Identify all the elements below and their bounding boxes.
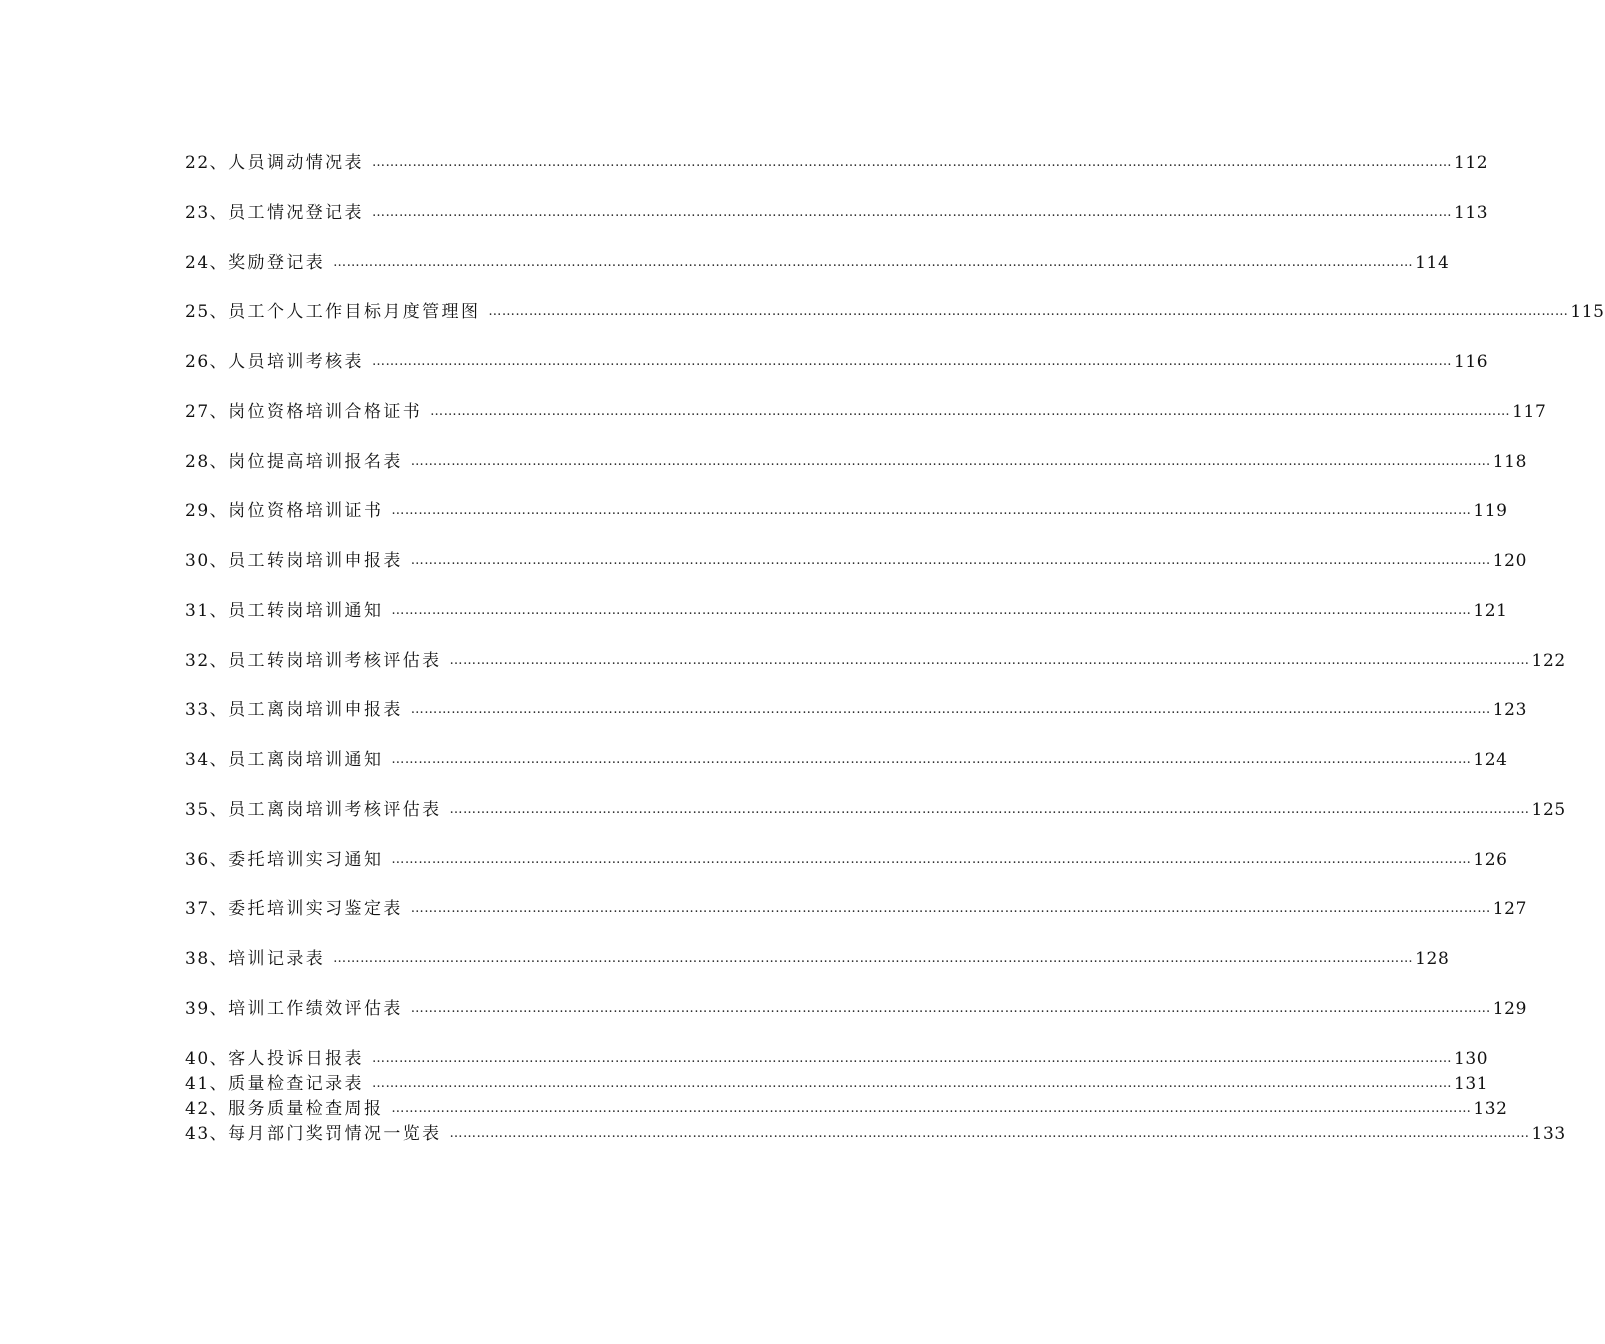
toc-entry[interactable]	[185, 449, 1527, 475]
toc-entry[interactable]	[185, 847, 1508, 873]
entry-page-number: 113	[1453, 203, 1489, 223]
dot-leader: ……………………………………………………………………………………………………………………………………………………………………………………………………………………	[449, 802, 1530, 817]
dot-leader: ……………………………………………………………………………………………………………………………………………………………………………………………………………………	[410, 553, 1491, 568]
entry-title: 委托培训实习通知	[228, 850, 384, 870]
entry-number: 24、	[185, 253, 229, 273]
entry-title: 员工离岗培训考核评估表	[228, 800, 442, 820]
entry-title: 服务质量检查周报	[228, 1099, 384, 1119]
entry-page-number: 122	[1531, 651, 1566, 671]
dot-leader: ……………………………………………………………………………………………………………………………………………………………………………………………………………………	[488, 304, 1569, 319]
entry-title: 岗位提高培训报名表	[228, 452, 403, 472]
toc-entry[interactable]	[185, 996, 1527, 1022]
dot-leader: ……………………………………………………………………………………………………………………………………………………………………………………………………………………	[371, 155, 1452, 170]
entry-number: 41、	[185, 1074, 229, 1094]
entry-page-number: 128	[1415, 949, 1450, 969]
entry-number: 25、	[185, 302, 229, 322]
toc-entry[interactable]	[185, 1121, 1566, 1147]
entry-number: 33、	[185, 700, 229, 720]
toc-entry[interactable]	[185, 896, 1527, 922]
entry-number: 30、	[185, 551, 229, 571]
entry-title: 质量检查记录表	[228, 1074, 364, 1094]
entry-page-number: 131	[1453, 1074, 1489, 1094]
entry-title: 员工转岗培训考核评估表	[228, 651, 442, 671]
toc-entry[interactable]	[185, 648, 1566, 674]
dot-leader: ……………………………………………………………………………………………………………………………………………………………………………………………………………………	[371, 1051, 1452, 1066]
entry-title: 人员调动情况表	[228, 153, 364, 173]
entry-page-number: 125	[1531, 800, 1566, 820]
toc-entry[interactable]	[185, 548, 1527, 574]
entry-page-number: 117	[1512, 402, 1547, 422]
entry-page-number: 114	[1415, 253, 1450, 273]
entry-title: 岗位资格培训证书	[228, 501, 384, 521]
entry-page-number: 118	[1492, 452, 1527, 472]
dot-leader: ……………………………………………………………………………………………………………………………………………………………………………………………………………………	[430, 404, 1511, 419]
toc-entry[interactable]	[185, 349, 1489, 375]
entry-number: 26、	[185, 352, 229, 372]
toc-entry[interactable]	[185, 747, 1508, 773]
toc-entry[interactable]	[185, 797, 1566, 823]
entry-title: 培训记录表	[228, 949, 326, 969]
entry-number: 27、	[185, 402, 229, 422]
entry-title: 人员培训考核表	[228, 352, 364, 372]
entry-page-number: 130	[1453, 1049, 1489, 1069]
toc-entry[interactable]	[185, 299, 1605, 325]
toc-entry[interactable]	[185, 498, 1508, 524]
dot-leader: ……………………………………………………………………………………………………………………………………………………………………………………………………………………	[391, 603, 1472, 618]
dot-leader: ……………………………………………………………………………………………………………………………………………………………………………………………………………………	[371, 1076, 1452, 1091]
entry-title: 员工情况登记表	[228, 203, 364, 223]
entry-page-number: 121	[1473, 601, 1508, 621]
entry-title: 客人投诉日报表	[228, 1049, 364, 1069]
entry-title: 员工离岗培训通知	[228, 750, 384, 770]
entry-page-number: 126	[1473, 850, 1508, 870]
entry-page-number: 124	[1473, 750, 1508, 770]
entry-page-number: 119	[1473, 501, 1508, 521]
dot-leader: ……………………………………………………………………………………………………………………………………………………………………………………………………………………	[333, 255, 1414, 270]
entry-number: 29、	[185, 501, 229, 521]
entry-page-number: 127	[1492, 899, 1527, 919]
entry-number: 38、	[185, 949, 229, 969]
toc-entry[interactable]	[185, 697, 1527, 723]
entry-number: 35、	[185, 800, 229, 820]
entry-number: 40、	[185, 1049, 229, 1069]
toc-entry[interactable]	[185, 598, 1508, 624]
entry-number: 37、	[185, 899, 229, 919]
dot-leader: ……………………………………………………………………………………………………………………………………………………………………………………………………………………	[449, 1126, 1530, 1141]
entry-number: 32、	[185, 651, 229, 671]
dot-leader: ……………………………………………………………………………………………………………………………………………………………………………………………………………………	[391, 503, 1472, 518]
dot-leader: ……………………………………………………………………………………………………………………………………………………………………………………………………………………	[410, 702, 1491, 717]
entry-page-number: 112	[1453, 153, 1489, 173]
entry-title: 委托培训实习鉴定表	[228, 899, 403, 919]
dot-leader: ……………………………………………………………………………………………………………………………………………………………………………………………………………………	[410, 1001, 1491, 1016]
entry-page-number: 116	[1453, 352, 1489, 372]
dot-leader: ……………………………………………………………………………………………………………………………………………………………………………………………………………………	[391, 752, 1472, 767]
entry-number: 28、	[185, 452, 229, 472]
entry-page-number: 132	[1473, 1099, 1508, 1119]
entry-title: 员工转岗培训通知	[228, 601, 384, 621]
entry-page-number: 133	[1531, 1124, 1566, 1144]
entry-title: 员工转岗培训申报表	[228, 551, 403, 571]
entry-title: 员工个人工作目标月度管理图	[228, 302, 481, 322]
toc-entry[interactable]	[185, 1096, 1508, 1122]
dot-leader: ……………………………………………………………………………………………………………………………………………………………………………………………………………………	[391, 852, 1472, 867]
toc-entry[interactable]	[185, 1071, 1489, 1097]
dot-leader: ……………………………………………………………………………………………………………………………………………………………………………………………………………………	[391, 1101, 1472, 1116]
entry-number: 42、	[185, 1099, 229, 1119]
entry-title: 培训工作绩效评估表	[228, 999, 403, 1019]
toc-entry[interactable]	[185, 399, 1547, 425]
entry-title: 奖励登记表	[228, 253, 326, 273]
entry-title: 岗位资格培训合格证书	[228, 402, 423, 422]
entry-number: 36、	[185, 850, 229, 870]
entry-number: 43、	[185, 1124, 229, 1144]
entry-title: 每月部门奖罚情况一览表	[228, 1124, 442, 1144]
entry-title: 员工离岗培训申报表	[228, 700, 403, 720]
toc-entry[interactable]	[185, 250, 1450, 276]
entry-page-number: 123	[1492, 700, 1527, 720]
dot-leader: ……………………………………………………………………………………………………………………………………………………………………………………………………………………	[410, 454, 1491, 469]
entry-page-number: 129	[1492, 999, 1527, 1019]
dot-leader: ……………………………………………………………………………………………………………………………………………………………………………………………………………………	[410, 901, 1491, 916]
toc-entry[interactable]	[185, 1046, 1489, 1072]
dot-leader: ……………………………………………………………………………………………………………………………………………………………………………………………………………………	[371, 205, 1452, 220]
dot-leader: ……………………………………………………………………………………………………………………………………………………………………………………………………………………	[333, 951, 1414, 966]
entry-number: 39、	[185, 999, 229, 1019]
dot-leader: ……………………………………………………………………………………………………………………………………………………………………………………………………………………	[371, 354, 1452, 369]
entry-number: 22、	[185, 153, 229, 173]
dot-leader: ……………………………………………………………………………………………………………………………………………………………………………………………………………………	[449, 653, 1530, 668]
entry-number: 31、	[185, 601, 229, 621]
entry-number: 23、	[185, 203, 229, 223]
toc-entry[interactable]	[185, 946, 1450, 972]
entry-page-number: 120	[1492, 551, 1527, 571]
entry-number: 34、	[185, 750, 229, 770]
toc-entry[interactable]	[185, 150, 1489, 176]
entry-page-number: 115	[1570, 302, 1605, 322]
toc-entry[interactable]	[185, 200, 1489, 226]
